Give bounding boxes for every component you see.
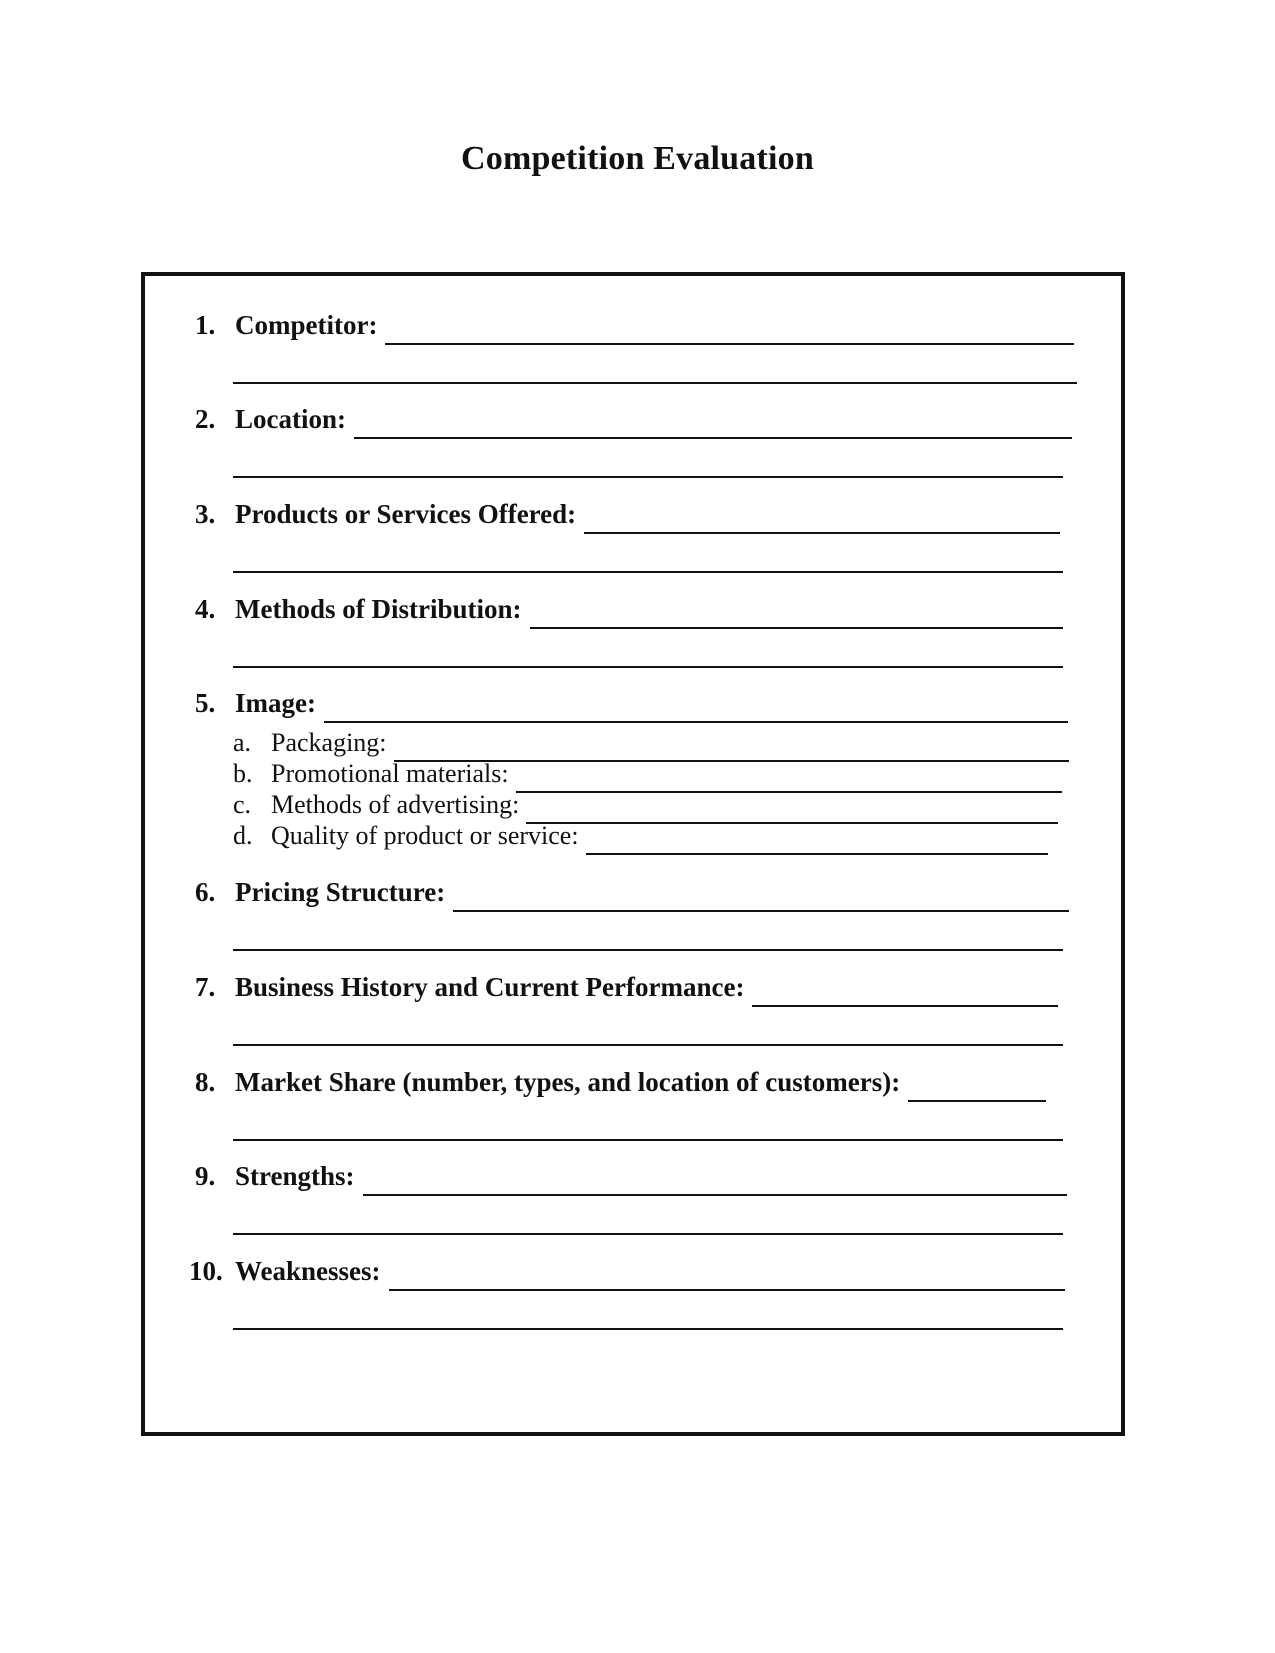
item-label-wrap	[235, 690, 1068, 717]
item-label: Weaknesses:	[235, 1256, 381, 1286]
page-title: Competition Evaluation	[461, 140, 814, 177]
subitem-packaging	[145, 724, 1129, 756]
item-label: Image:	[235, 688, 316, 718]
subitem-label-wrap	[271, 730, 1069, 756]
subitem-quality	[145, 817, 1129, 849]
subitem-label: Methods of advertising:	[271, 790, 520, 819]
item-number: 7.	[195, 972, 216, 1002]
market-share-input-line-2[interactable]	[233, 1139, 1063, 1141]
subitem-label: Promotional materials:	[271, 759, 509, 788]
competitor-input-line-2[interactable]	[233, 382, 1077, 384]
item-number: 10.	[189, 1256, 223, 1286]
pricing-structure-input-line-2[interactable]	[233, 949, 1063, 951]
market-share-input-line[interactable]	[908, 1100, 1046, 1102]
item-number: 1.	[195, 310, 216, 340]
item-label: Market Share (number, types, and location of customers):	[235, 1067, 901, 1097]
item-number: 2.	[195, 404, 216, 434]
subitem-label-wrap	[271, 761, 1062, 787]
products-services-input-line-2[interactable]	[233, 571, 1063, 573]
item-label-wrap	[235, 1258, 1065, 1285]
quality-input-line[interactable]	[586, 853, 1048, 855]
subitem-letter: b.	[233, 759, 253, 788]
subitem-letter: a.	[233, 728, 252, 757]
item-label-wrap	[235, 596, 1063, 623]
evaluation-form-box	[141, 272, 1125, 1436]
distribution-input-line[interactable]	[530, 627, 1063, 629]
subitem-advertising-methods	[145, 786, 1129, 818]
item-label-wrap	[235, 501, 1060, 528]
image-input-line[interactable]	[324, 721, 1068, 723]
competitor-input-line[interactable]	[385, 343, 1074, 345]
item-label: Methods of Distribution:	[235, 594, 522, 624]
subitem-label: Packaging:	[271, 728, 387, 757]
strengths-input-line[interactable]	[363, 1194, 1067, 1196]
item-label-wrap	[235, 974, 1058, 1001]
subitem-promotional-materials	[145, 755, 1129, 787]
business-history-input-line-2[interactable]	[233, 1044, 1063, 1046]
item-number: 9.	[195, 1161, 216, 1191]
item-number: 6.	[195, 877, 216, 907]
item-label-wrap	[235, 879, 1069, 906]
pricing-structure-input-line[interactable]	[453, 910, 1069, 912]
location-input-line-2[interactable]	[233, 476, 1063, 478]
weaknesses-input-line[interactable]	[389, 1289, 1065, 1291]
item-label-wrap	[235, 1069, 1046, 1096]
weaknesses-input-line-2[interactable]	[233, 1328, 1063, 1330]
item-number: 8.	[195, 1067, 216, 1097]
subitem-label-wrap	[271, 792, 1058, 818]
item-label-wrap	[235, 312, 1074, 339]
products-services-input-line[interactable]	[584, 532, 1060, 534]
item-label: Products or Services Offered:	[235, 499, 577, 529]
item-label: Competitor:	[235, 310, 378, 340]
item-label: Pricing Structure:	[235, 877, 446, 907]
subitem-label: Quality of product or service:	[271, 821, 579, 850]
distribution-input-line-2[interactable]	[233, 666, 1063, 668]
item-label-wrap	[235, 406, 1072, 433]
subitem-letter: c.	[233, 790, 252, 819]
item-number: 3.	[195, 499, 216, 529]
subitem-label-wrap	[271, 823, 1048, 849]
strengths-input-line-2[interactable]	[233, 1233, 1063, 1235]
item-number: 5.	[195, 688, 216, 718]
item-label-wrap	[235, 1163, 1067, 1190]
item-number: 4.	[195, 594, 216, 624]
subitem-letter: d.	[233, 821, 253, 850]
item-label: Business History and Current Performance:	[235, 972, 745, 1002]
item-label: Location:	[235, 404, 346, 434]
location-input-line[interactable]	[354, 437, 1072, 439]
business-history-input-line[interactable]	[752, 1005, 1058, 1007]
item-label: Strengths:	[235, 1161, 355, 1191]
